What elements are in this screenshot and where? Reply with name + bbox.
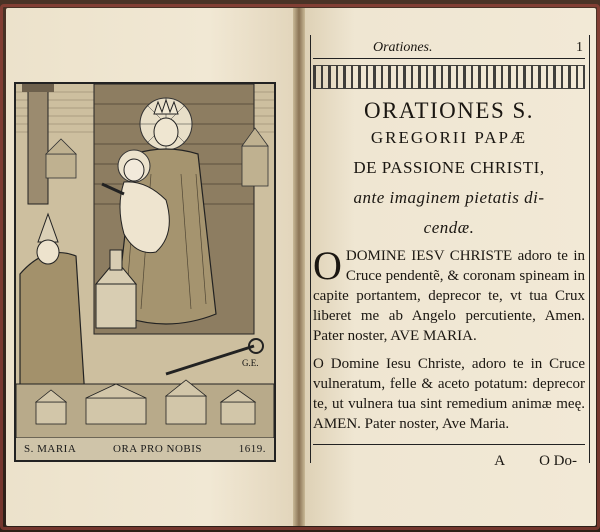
drop-cap: O — [313, 243, 342, 288]
bottom-rule — [313, 444, 585, 445]
caption-right: 1619. — [238, 443, 266, 455]
caption-middle: ORA PRO NOBIS — [113, 443, 203, 455]
title-line-1: ORATIONES S. — [363, 98, 535, 123]
catchword: O Do- — [539, 453, 577, 469]
running-head-title: Orationes. — [373, 40, 433, 55]
caption-left: S. MARIA — [24, 443, 77, 455]
engraving-caption — [16, 438, 274, 460]
book-gutter — [293, 8, 305, 526]
subtitle-line-2: ante imaginem pietatis di- — [353, 188, 545, 207]
running-head — [313, 40, 585, 59]
signature-mark: A — [494, 453, 506, 469]
subtitle-line-1: DE PASSIONE CHRISTI, — [353, 158, 545, 177]
engraver-monogram: G.E. — [242, 358, 259, 368]
title-line-2: GREGORII PAPÆ — [370, 128, 528, 147]
prayer-1-text: DOMINE IESV CHRISTE adoro te in Cruce pendentẽ, & coronam spineam in capite portantem, deprecor te, vt tua Crux liberet me ab Angelo percutiente, Amen. Pater noster, AVE MARIA. — [313, 248, 585, 344]
engraving-plate — [14, 82, 276, 462]
catchline — [313, 453, 585, 470]
prayer-paragraph-2: O Domine Iesu Christe, adoro te in Cruce vulneratum, felle & aceto potatum: deprecor te, ut vulnera tua sint remedium animæ meę. AMEN. Pater noster, Ave Maria. — [313, 356, 585, 432]
page-number: 1 — [576, 40, 583, 55]
prayer-paragraph-1 — [313, 243, 585, 346]
right-page-text — [313, 40, 585, 470]
madonna-engraving — [16, 84, 274, 438]
subtitle-line-3: cendæ. — [423, 218, 475, 237]
ornament-band — [313, 65, 585, 89]
